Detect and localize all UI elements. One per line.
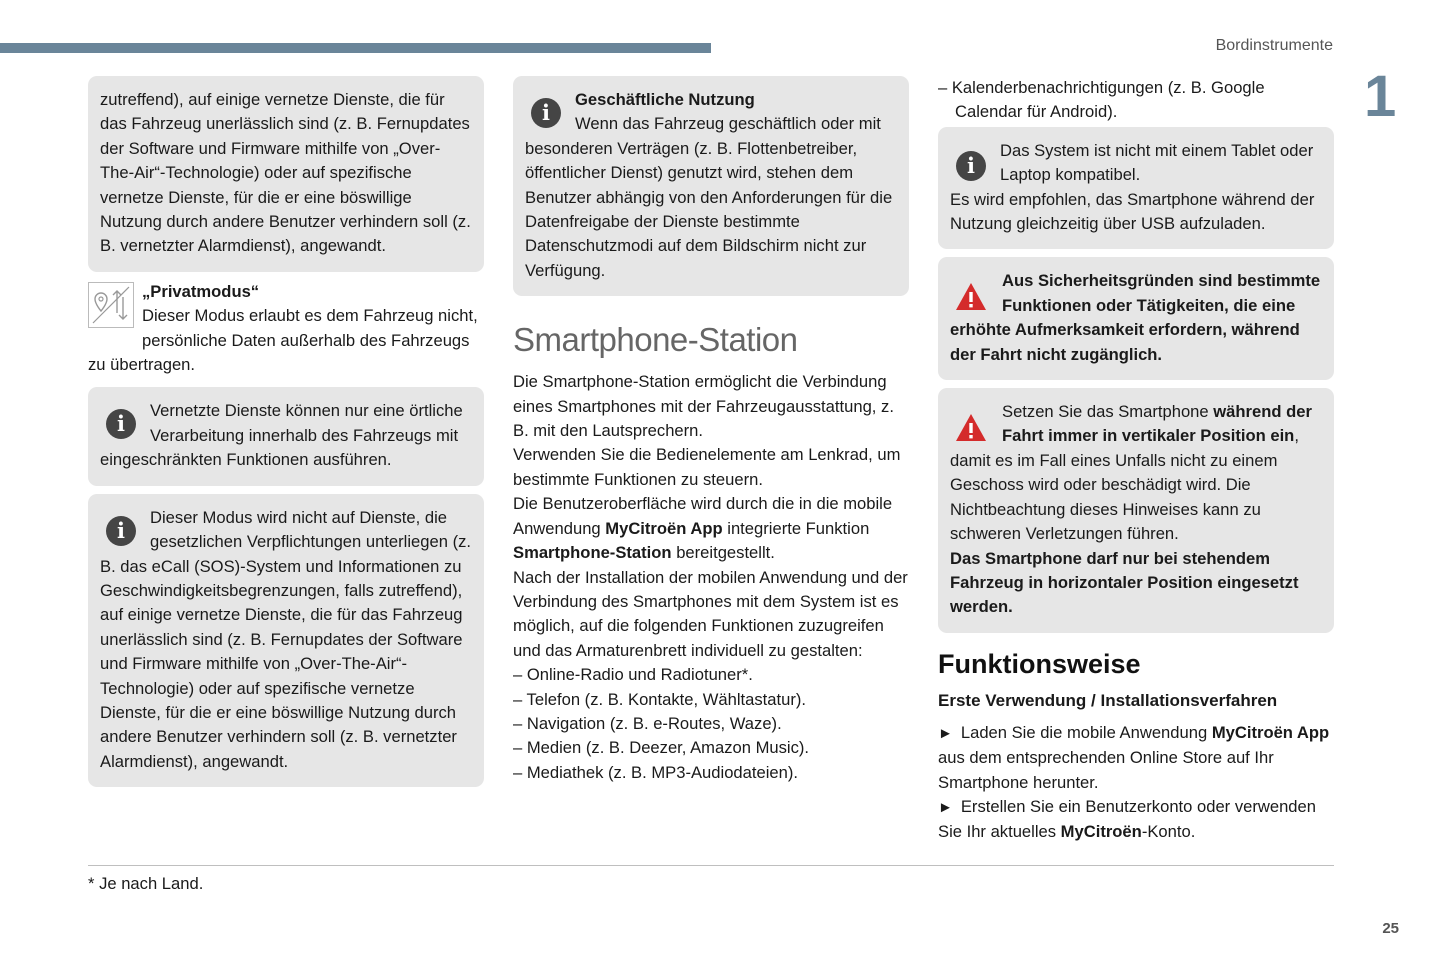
warning-icon xyxy=(954,281,988,313)
info-icon: i xyxy=(106,409,136,439)
step-item xyxy=(938,721,1334,795)
paragraph: Verwenden Sie die Bedienelemente am Lenkrad, um bestimmte Funktionen zu steuern. xyxy=(513,445,901,489)
text-run: integrierte Funktion xyxy=(722,518,870,538)
paragraph xyxy=(513,492,909,565)
feature-list-continued xyxy=(938,76,1334,125)
header-accent-bar xyxy=(0,43,711,53)
warning-box-safety xyxy=(938,257,1334,380)
arrow-right-icon: ► xyxy=(938,724,953,742)
info-text: Das System ist nicht mit einem Tablet oder Laptop kompatibel. xyxy=(1000,140,1314,185)
footnote: * Je nach Land. xyxy=(88,874,204,893)
text-run: -Konto. xyxy=(1141,822,1196,842)
list-item: – Telefon (z. B. Kontakte, Wähltastatur). xyxy=(513,688,909,712)
text-run: Die Benutzeroberfläche wird durch die in die mobile Anwendung xyxy=(513,494,893,538)
info-box-compatibility xyxy=(938,127,1334,250)
column-middle xyxy=(513,76,909,785)
footnote-divider xyxy=(88,865,1334,866)
column-right xyxy=(938,76,1334,845)
chapter-number: 1 xyxy=(1364,64,1397,129)
text-run: Erstellen Sie ein Benutzerkonto oder verwenden Sie Ihr aktuelles xyxy=(938,796,1316,842)
info-text: Vernetzte Dienste können nur eine örtliche Verarbeitung innerhalb des Fahrzeugs mit eingeschränkten Funktionen ausführen. xyxy=(100,401,463,470)
app-name: MyCitroën xyxy=(1060,822,1142,842)
paragraph: Die Smartphone-Station ermöglicht die Verbindung eines Smartphones mit der Fahrzeugausstattung, z. B. mit den Lautsprechern. xyxy=(513,372,894,441)
privacy-mode-title: „Privatmodus“ xyxy=(142,281,260,301)
text-run: Laden Sie die mobile Anwendung xyxy=(960,722,1212,742)
info-text: Es wird empfohlen, das Smartphone während der Nutzung gleichzeitig über USB aufzuladen. xyxy=(950,189,1315,234)
info-text: Wenn das Fahrzeug geschäftlich oder mit besonderen Verträgen (z. B. Flottenbetreiber, öffentlicher Dienst) genutzt wird, stehen dem Benutzer abhängig von den Anforderungen für die Datenfreigabe der Dienste bestimmte Datenschutzmodi auf dem Bildschirm nicht zur Verfügung. xyxy=(525,114,893,280)
arrow-right-icon: ► xyxy=(938,798,953,816)
warning-text: , damit es im Fall eines Unfalls nicht zu einem Geschoss wird oder beschädigt wird. Die Nichtbeachtung dieses Hinweises kann zu schweren Verletzungen führen. xyxy=(950,426,1299,544)
list-item: – Kalenderbenachrichtigungen (z. B. Google Calendar für Android). xyxy=(938,76,1334,125)
app-name: MyCitroën App xyxy=(605,518,723,538)
warning-text: Aus Sicherheitsgründen sind bestimmte Funktionen oder Tätigkeiten, die eine erhöhte Aufmerksamkeit erfordern, während der Fahrt nicht zugänglich. xyxy=(950,271,1321,364)
paragraph: Nach der Installation der mobilen Anwendung und der Verbindung des Smartphones mit dem System ist es möglich, auf die folgenden Funktionen zuzugreifen und das Armaturenbrett individuell zu gestalten: xyxy=(513,567,908,660)
section-heading: Smartphone-Station xyxy=(513,321,798,359)
warning-emphasis: Das Smartphone darf nur bei stehendem Fahrzeug in horizontaler Position eingesetzt werden. xyxy=(950,548,1299,617)
app-name: MyCitroën App xyxy=(1211,722,1330,742)
warning-text: Setzen Sie das Smartphone xyxy=(1002,402,1214,422)
list-item: – Medien (z. B. Deezer, Amazon Music). xyxy=(513,736,909,760)
subsection-heading: Erste Verwendung / Installationsverfahren xyxy=(938,690,1278,710)
feature-name: Smartphone-Station xyxy=(513,543,672,563)
privacy-mode-text: Dieser Modus erlaubt es dem Fahrzeug nicht, persönliche Daten außerhalb des Fahrzeugs zu übertragen. xyxy=(88,306,478,375)
column-left xyxy=(88,76,484,795)
info-box-business-use xyxy=(513,76,909,296)
warning-box-position xyxy=(938,388,1334,633)
info-icon: i xyxy=(956,151,986,181)
privacy-mode-icon xyxy=(88,282,134,328)
info-text: Dieser Modus wird nicht auf Dienste, die gesetzlichen Verpflichtungen unterliegen (z. B. das eCall (SOS)-System und Informationen zu Geschwindigkeitsbegrenzungen, falls zutreffend), auf einige vernetze Dienste, die für das Fahrzeug unerlässlich sind (z. B. Fernupdates der Software und Firmware mithilfe von „Over-The-Air“-Technologie) oder auf spezifische vernetze Dienste, für die er eine böswillige Nutzung durch andere Benutzer verhindern soll (z. B. vernetzter Alarmdienst), angewandt. xyxy=(100,507,472,771)
list-item: – Mediathek (z. B. MP3-Audiodateien). xyxy=(513,761,909,785)
info-title: Geschäftliche Nutzung xyxy=(575,90,755,109)
section-title: Bordinstrumente xyxy=(1215,37,1333,54)
privacy-mode-section xyxy=(88,280,484,378)
info-box-local-processing xyxy=(88,387,484,485)
info-icon: i xyxy=(531,98,561,128)
page-number: 25 xyxy=(1382,920,1399,937)
text-run: bereitgestellt. xyxy=(671,543,775,563)
list-item: – Navigation (z. B. e-Routes, Waze). xyxy=(513,712,909,736)
note-box-continued xyxy=(88,76,484,272)
step-item xyxy=(938,795,1334,845)
step-list xyxy=(938,721,1334,845)
info-icon: i xyxy=(106,516,136,546)
text-run: aus dem entsprechenden Online Store auf Ihr Smartphone herunter. xyxy=(938,748,1274,792)
section-heading: Funktionsweise xyxy=(938,648,1141,679)
warning-icon xyxy=(954,412,988,444)
note-text: zutreffend), auf einige vernetze Dienste, die für das Fahrzeug unerlässlich sind (z. B. Fernupdates der Software und Firmware mithilfe von „Over-The-Air“-Technologie) oder auf spezifische vernetze Dienste, für die er eine böswillige Nutzung durch andere Benutzer verhindern soll (z. B. vernetzter Alarmdienst), angewandt. xyxy=(100,90,471,256)
body-text xyxy=(513,370,909,785)
list-item: – Online-Radio und Radiotuner*. xyxy=(513,663,909,687)
feature-list xyxy=(513,663,909,785)
warning-emphasis: während der Fahrt immer in vertikaler Position ein xyxy=(1002,402,1312,446)
info-box-exceptions xyxy=(88,494,484,787)
